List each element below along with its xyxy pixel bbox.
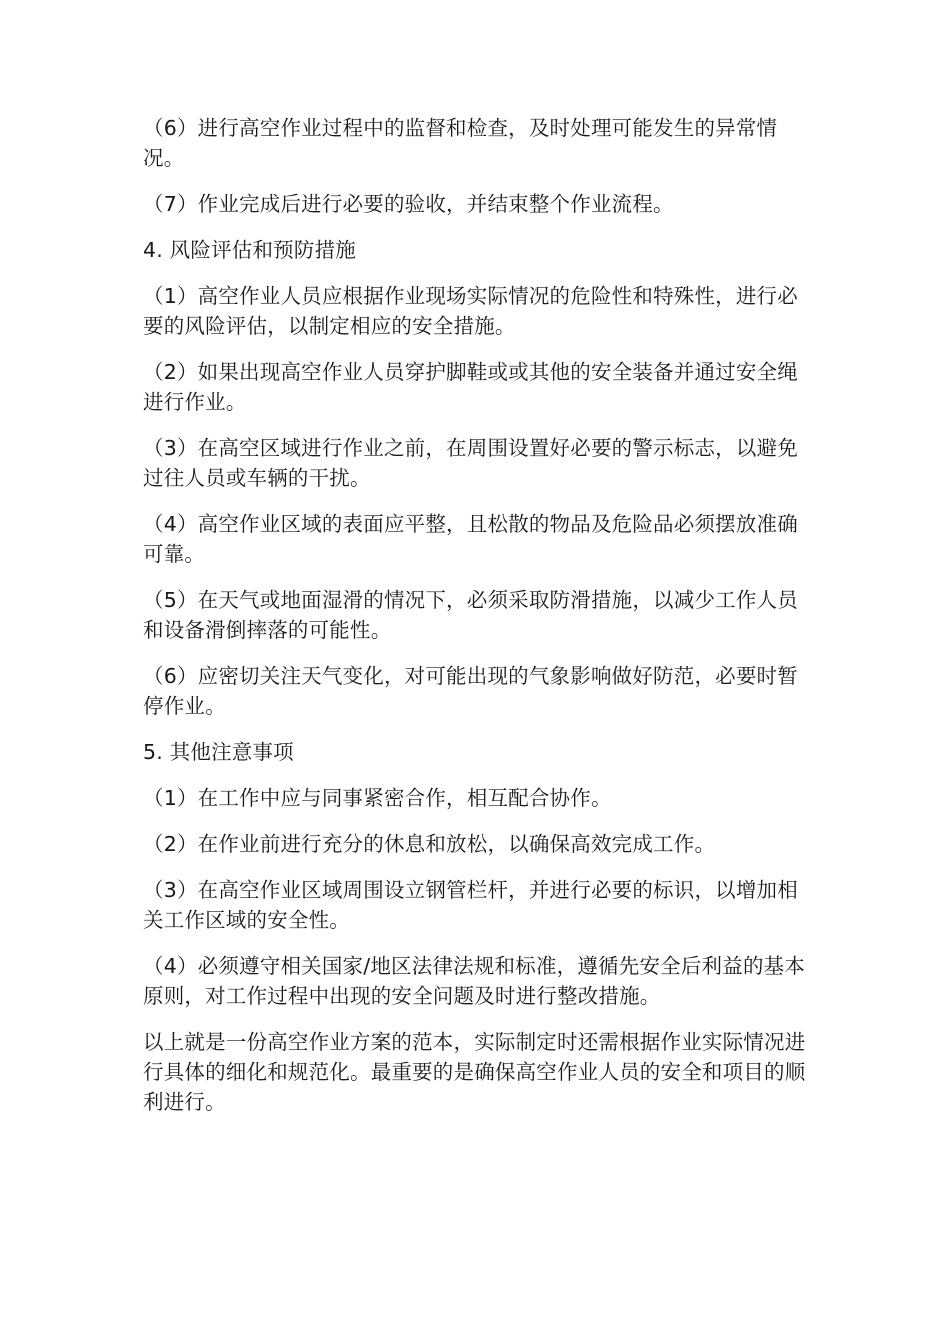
- paragraph-risk-2: （2）如果出现高空作业人员穿护脚鞋或或其他的安全装备并通过安全绳进行作业。: [143, 360, 798, 414]
- paragraph-risk-4: （4）高空作业区域的表面应平整，且松散的物品及危险品必须摆放准确可靠。: [143, 512, 798, 566]
- section-heading-risk-assessment: 4. 风险评估和预防措施: [143, 238, 356, 262]
- section-heading-other-notes: 5. 其他注意事项: [143, 740, 294, 764]
- paragraph-risk-1: （1）高空作业人员应根据作业现场实际情况的危险性和特殊性，进行必要的风险评估，以制定相应的安全措施。: [143, 284, 798, 338]
- paragraph-other-1: （1）在工作中应与同事紧密合作，相互配合协作。: [143, 786, 612, 810]
- paragraph-other-2: （2）在作业前进行充分的休息和放松，以确保高效完成工作。: [143, 832, 716, 856]
- paragraph-risk-6: （6）应密切关注天气变化，对可能出现的气象影响做好防范，必要时暂停作业。: [143, 664, 798, 718]
- paragraph-other-4: （4）必须遵守相关国家/地区法律法规和标准，遵循先安全后利益的基本原则，对工作过程中出现的安全问题及时进行整改措施。: [143, 954, 806, 1008]
- paragraph-step-6-supervision: （6）进行高空作业过程中的监督和检查，及时处理可能发生的异常情况。: [143, 116, 778, 170]
- document-page: [143, 113, 811, 1117]
- paragraph-conclusion: 以上就是一份高空作业方案的范本，实际制定时还需根据作业实际情况进行具体的细化和规范化。最重要的是确保高空作业人员的安全和项目的顺利进行。: [143, 1030, 806, 1114]
- paragraph-other-3: （3）在高空作业区域周围设立钢管栏杆，并进行必要的标识，以增加相关工作区域的安全性。: [143, 878, 798, 932]
- paragraph-risk-5: （5）在天气或地面湿滑的情况下，必须采取防滑措施，以减少工作人员和设备滑倒摔落的可能性。: [143, 588, 798, 642]
- paragraph-risk-3: （3）在高空区域进行作业之前，在周围设置好必要的警示标志，以避免过往人员或车辆的干扰。: [143, 436, 798, 490]
- paragraph-step-7-acceptance: （7）作业完成后进行必要的验收，并结束整个作业流程。: [143, 192, 674, 216]
